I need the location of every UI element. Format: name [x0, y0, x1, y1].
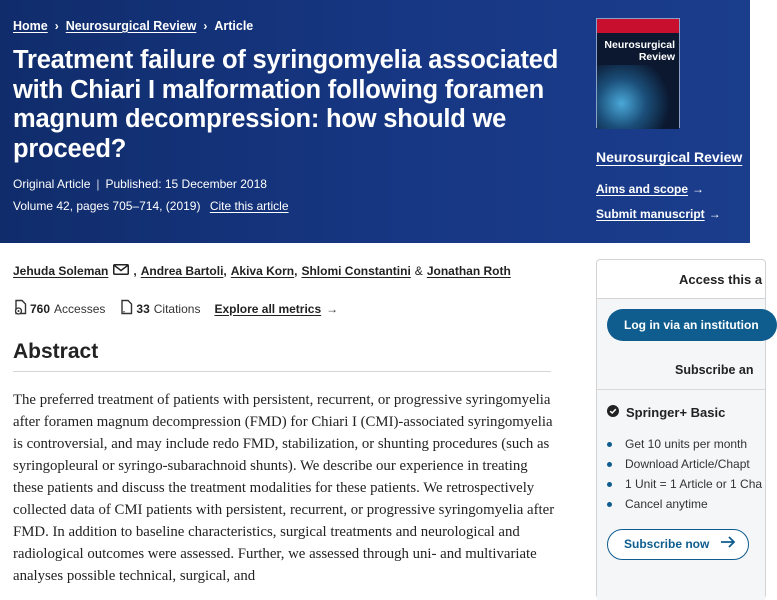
- article-volume-line: [13, 199, 289, 213]
- institution-login-button[interactable]: Log in via an institution: [607, 309, 777, 341]
- plan-feature-text: Cancel anytime: [625, 497, 708, 511]
- svg-text:„: „: [122, 307, 126, 314]
- aims-scope-link[interactable]: [596, 182, 704, 196]
- plan-feature: [607, 457, 750, 471]
- cite-article-link[interactable]: Cite this article: [209, 199, 289, 213]
- subscribe-heading: Subscribe an: [675, 363, 754, 377]
- envelope-icon[interactable]: [113, 264, 129, 278]
- breadcrumb-current: Article: [214, 19, 254, 33]
- plan-feature-text: Download Article/Chapt: [625, 457, 750, 471]
- submit-manuscript-link[interactable]: [596, 207, 721, 221]
- accesses-icon: [13, 299, 27, 318]
- access-panel: [596, 259, 766, 599]
- plan-feature-text: 1 Unit = 1 Article or 1 Cha: [625, 477, 763, 491]
- cover-stripe: [597, 19, 679, 33]
- subscribe-now-button[interactable]: [607, 529, 749, 560]
- plan-option[interactable]: [607, 405, 725, 420]
- breadcrumb-journal-link[interactable]: Neurosurgical Review: [65, 19, 197, 33]
- author-ampersand: &: [414, 264, 423, 278]
- arrow-right-icon: →: [326, 301, 339, 316]
- panel-divider: [597, 389, 765, 390]
- author-separator: ,: [294, 264, 298, 278]
- aims-scope-label: Aims and scope: [596, 182, 689, 196]
- author-separator: ,: [133, 264, 137, 278]
- bullet-icon: [607, 502, 612, 507]
- bullet-icon: [607, 442, 612, 447]
- article-title: Treatment failure of syringomyelia associated with Chiari I malformation following foramen magnum decompression: how should we proceed?: [13, 46, 559, 163]
- arrow-right-icon: [720, 535, 736, 552]
- citations-label: Citations: [153, 301, 201, 316]
- author-list: [13, 264, 511, 278]
- author-link[interactable]: Shlomi Constantini: [301, 264, 411, 278]
- article-header: [0, 0, 750, 243]
- article-type: Original Article: [13, 177, 91, 191]
- meta-divider: |: [96, 177, 100, 191]
- breadcrumb-separator: ›: [54, 19, 59, 33]
- explore-metrics-link[interactable]: Explore all metrics: [214, 301, 322, 316]
- author-link[interactable]: Akiva Korn: [230, 264, 295, 278]
- article-meta: [13, 177, 267, 191]
- author-link[interactable]: Andrea Bartoli: [140, 264, 224, 278]
- citations-icon: [119, 299, 133, 318]
- plan-feature: [607, 437, 747, 451]
- plan-name: Springer+ Basic: [626, 405, 726, 420]
- bullet-icon: [607, 482, 612, 487]
- accesses-count: 760: [30, 301, 51, 316]
- plan-feature-text: Get 10 units per month: [625, 437, 748, 451]
- breadcrumb: [13, 19, 253, 33]
- journal-title-link[interactable]: Neurosurgical Review: [596, 149, 743, 165]
- section-divider: [13, 371, 551, 372]
- cover-artwork: [597, 65, 679, 129]
- plan-feature: [607, 497, 708, 511]
- accesses-label: Accesses: [54, 301, 106, 316]
- access-panel-title: Access this a: [679, 272, 763, 287]
- published-date: Published: 15 December 2018: [105, 177, 267, 191]
- breadcrumb-home-link[interactable]: Home: [13, 19, 48, 33]
- breadcrumb-separator: ›: [203, 19, 208, 33]
- arrow-right-icon: →: [692, 182, 705, 196]
- journal-cover-image[interactable]: [596, 18, 680, 128]
- bullet-icon: [607, 462, 612, 467]
- check-circle-icon: [607, 405, 619, 420]
- author-separator: ,: [223, 264, 227, 278]
- author-link[interactable]: Jonathan Roth: [426, 264, 511, 278]
- arrow-right-icon: →: [708, 207, 721, 221]
- author-link[interactable]: Jehuda Soleman: [13, 264, 109, 278]
- cover-title: Neurosurgical Review: [604, 39, 675, 63]
- abstract-heading: Abstract: [13, 340, 99, 363]
- citations-count: 33: [136, 301, 150, 316]
- volume-info: Volume 42, pages 705–714, (2019): [13, 199, 201, 213]
- abstract-text: The preferred treatment of patients with persistent, recurrent, or progressive syringomyelia after foramen magnum decompression (FMD) for Chiari I (CMI)-associated syringomyelia is controversial, and may include redo FMD, stabilization, or shunting procedures (such as syringopleural or syringo-subarachnoid shunts). We describe our experience in treating these patients and discuss the treatment modalities for these patients. We retrospectively collected data of CMI patients with persistent, recurrent, or progressive syringomyelia after FMD. In addition to baseline characteristics, surgical treatments and neurological and radiological outcomes were assessed. Further, we assessed through uni- and multivariate analyses possible technical, surgical, and: [13, 392, 555, 584]
- article-metrics: [13, 299, 338, 318]
- plan-feature: [607, 477, 762, 491]
- submit-manuscript-label: Submit manuscript: [596, 207, 705, 221]
- subscribe-now-label: Subscribe now: [624, 537, 710, 551]
